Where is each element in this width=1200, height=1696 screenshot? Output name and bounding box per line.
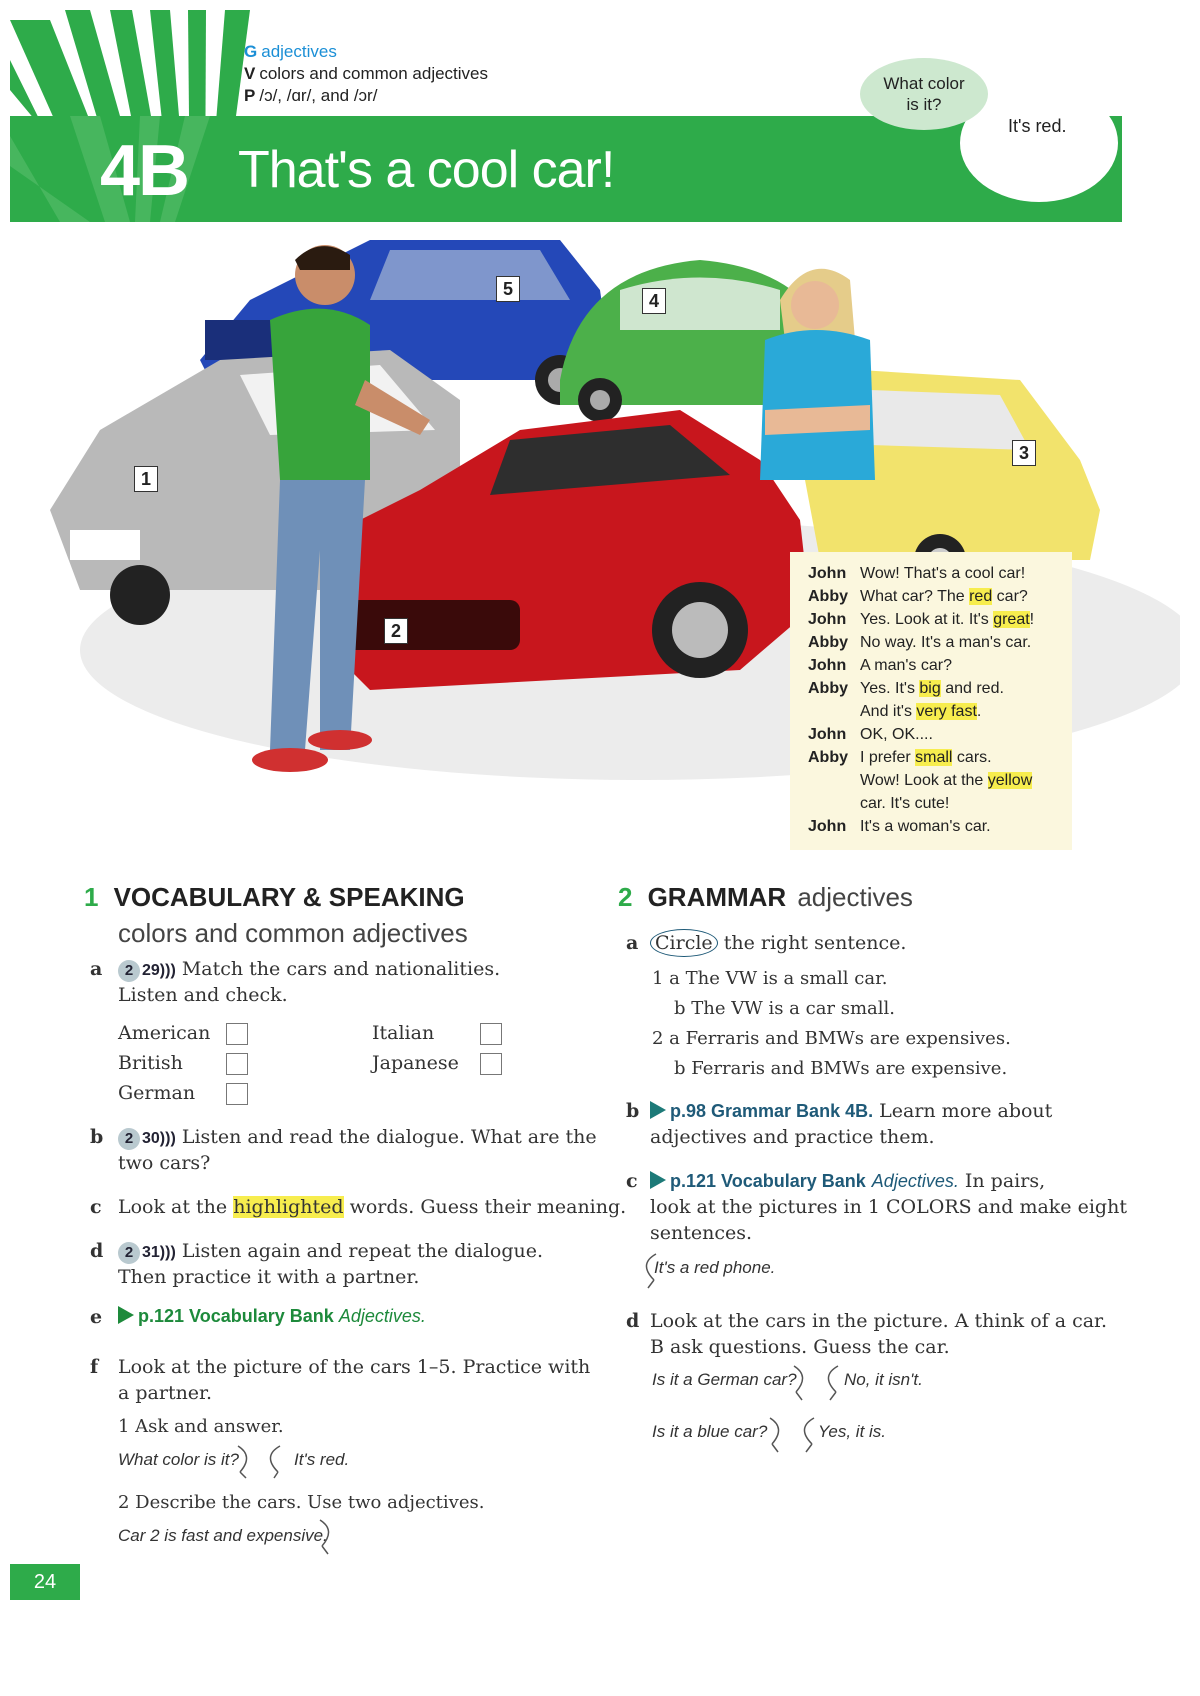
dialogue-fragment: I prefer xyxy=(860,749,916,766)
exercise-1c: Look at the highlighted words. Guess their meaning. xyxy=(118,1196,627,1218)
nationality-german: German xyxy=(118,1082,196,1104)
dialogue-fragment: . xyxy=(976,703,982,720)
exercise-2a: Circle the right sentence. xyxy=(650,930,906,956)
track-number: 29 xyxy=(142,962,160,979)
dialogue-fragment: cars. xyxy=(952,749,992,766)
dialogue-line xyxy=(808,792,1072,815)
dialogue-fragment: It's a woman's car. xyxy=(860,818,991,835)
nationality-italian: Italian xyxy=(372,1022,435,1044)
example-question-2: Is it a blue car? xyxy=(652,1422,768,1441)
grammar-focus: G adjectives xyxy=(244,42,337,61)
nationality-american: American xyxy=(118,1022,211,1044)
dialogue-line xyxy=(808,631,1072,654)
dialogue-line xyxy=(808,769,1072,792)
speaker-name: John xyxy=(808,565,847,582)
nationality-british: British xyxy=(118,1052,183,1074)
dialogue-line xyxy=(808,562,1072,585)
example-question-1: Is it a German car? xyxy=(652,1370,797,1389)
speaker-name: John xyxy=(808,818,847,835)
example-description: Car 2 is fast and expensive. xyxy=(118,1526,328,1545)
speaker-name: Abby xyxy=(808,680,848,697)
highlighted-word: great xyxy=(993,611,1030,628)
dialogue-text xyxy=(860,815,991,838)
dialogue-text xyxy=(860,562,1025,585)
dialogue-line xyxy=(808,585,1072,608)
example-answer-2: Yes, it is. xyxy=(818,1422,887,1441)
dialogue-fragment: A man's car? xyxy=(860,657,952,674)
exercise-1f-sub1: 1 Ask and answer. xyxy=(118,1416,284,1437)
checkbox-british[interactable] xyxy=(226,1053,248,1075)
dialogue-line xyxy=(808,677,1072,700)
nationality-japanese: Japanese xyxy=(372,1052,459,1074)
item-letter: a xyxy=(626,932,639,954)
item-letter: b xyxy=(626,1100,640,1122)
speaker-name: John xyxy=(808,611,847,628)
car-number-3: 3 xyxy=(1012,440,1036,466)
dialogue-fragment: Wow! Look at the xyxy=(860,772,988,789)
dialogue-text xyxy=(860,654,952,677)
exercise-1f-sub2: 2 Describe the cars. Use two adjectives. xyxy=(118,1492,485,1513)
unit-number: 4B xyxy=(100,131,189,211)
example-answer-1: No, it isn't. xyxy=(844,1370,923,1389)
option-2a[interactable]: 2 a Ferraris and BMWs are expensives. xyxy=(652,1028,1011,1049)
item-letter: d xyxy=(626,1310,640,1332)
dialogue-fragment: and red. xyxy=(940,680,1004,697)
example-sentence: It's a red phone. xyxy=(654,1258,776,1277)
car-number-2: 2 xyxy=(384,618,408,644)
arrow-icon xyxy=(118,1306,134,1324)
speaker-name: John xyxy=(808,657,847,674)
speaker-name xyxy=(808,769,860,792)
exercise-2b: p.98 Grammar Bank 4B. Learn more about adjectives and practice them. xyxy=(650,1100,1053,1148)
audio-cd-icon[interactable]: 2 xyxy=(118,960,140,982)
example-answer: It's red. xyxy=(294,1450,350,1469)
question-speech-bubble: What color is it? xyxy=(860,58,988,130)
option-1a[interactable]: 1 a The VW is a small car. xyxy=(652,968,888,989)
speaker-name: Abby xyxy=(808,634,848,651)
option-2b[interactable]: b Ferraris and BMWs are expensive. xyxy=(674,1058,1008,1079)
checkbox-german[interactable] xyxy=(226,1083,248,1105)
dialogue-line xyxy=(808,608,1072,631)
dialogue-fragment: Wow! That's a cool car! xyxy=(860,565,1026,582)
item-letter: c xyxy=(90,1196,102,1218)
checkbox-italian[interactable] xyxy=(480,1023,502,1045)
option-1b[interactable]: b The VW is a car small. xyxy=(674,998,896,1019)
speech-marks xyxy=(318,1516,348,1558)
item-letter: f xyxy=(90,1356,99,1378)
dialogue-text xyxy=(860,608,1034,631)
dialogue-fragment: car. It's cute! xyxy=(860,795,950,812)
dialogue-text xyxy=(860,677,1004,700)
item-letter: a xyxy=(90,958,103,980)
exercise-1b: 2 30))) Listen and read the dialogue. What are the two cars? xyxy=(118,1126,597,1174)
section-1-heading: 1 VOCABULARY & SPEAKING xyxy=(84,882,465,912)
item-letter: d xyxy=(90,1240,104,1262)
dialogue-text xyxy=(860,769,1032,792)
speaker-name: Abby xyxy=(808,588,848,605)
dialogue-text xyxy=(860,746,992,769)
vocabulary-focus: V colors and common adjectives xyxy=(244,64,489,83)
highlighted-word: yellow xyxy=(987,772,1033,789)
dialogue-text xyxy=(860,792,949,815)
page-number: 24 xyxy=(10,1564,80,1600)
checkbox-japanese[interactable] xyxy=(480,1053,502,1075)
speaker-name xyxy=(808,792,860,815)
highlighted-word: very fast xyxy=(916,703,977,720)
speaker-name: Abby xyxy=(808,749,848,766)
grammar-bank-link[interactable]: p.98 Grammar Bank 4B. xyxy=(670,1101,874,1121)
answer-speech-bubble: It's red. xyxy=(960,84,1118,202)
section-1-subtitle: colors and common adjectives xyxy=(118,918,468,948)
example-question: What color is it? xyxy=(118,1450,239,1469)
unit-title: That's a cool car! xyxy=(238,141,615,199)
arrow-icon xyxy=(650,1171,666,1189)
exercise-2c: p.121 Vocabulary Bank Adjectives. In pairs, look at the pictures in 1 COLORS and make eight sentences. xyxy=(650,1170,1127,1244)
car-number-1: 1 xyxy=(134,466,158,492)
dialogue-fragment: What car? The xyxy=(860,588,970,605)
highlighted-word: big xyxy=(919,680,941,697)
exercise-1a: 2 29))) Match the cars and nationalities. Listen and check. xyxy=(118,958,501,1006)
arrow-icon xyxy=(650,1101,666,1119)
dialogue-box xyxy=(790,552,1072,850)
dialogue-fragment: ! xyxy=(1029,611,1035,628)
car-number-4: 4 xyxy=(642,288,666,314)
dialogue-fragment: OK, OK.... xyxy=(860,726,933,743)
dialogue-text xyxy=(860,585,1028,608)
dialogue-fragment: No way. It's a man's car. xyxy=(860,634,1032,651)
audio-cd-icon[interactable]: 2 xyxy=(118,1128,140,1150)
dialogue-line xyxy=(808,815,1072,838)
audio-cd-icon[interactable]: 2 xyxy=(118,1242,140,1264)
dialogue-text xyxy=(860,700,981,723)
exercise-1d: 2 31))) Listen again and repeat the dialogue. Then practice it with a partner. xyxy=(118,1240,544,1288)
car-number-5: 5 xyxy=(496,276,520,302)
vocabulary-bank-link[interactable]: p.121 Vocabulary Bank xyxy=(670,1171,866,1191)
dialogue-fragment: Yes. It's xyxy=(860,680,920,697)
checkbox-american[interactable] xyxy=(226,1023,248,1045)
highlighted-word: red xyxy=(969,588,993,605)
highlighted-word: small xyxy=(915,749,953,766)
dialogue-line xyxy=(808,746,1072,769)
dialogue-text xyxy=(860,631,1031,654)
dialogue-line xyxy=(808,700,1072,723)
speaker-name xyxy=(808,700,860,723)
exercise-2d: Look at the cars in the picture. A think of a car. B ask questions. Guess the car. xyxy=(650,1310,1108,1358)
item-letter: e xyxy=(90,1306,103,1328)
dialogue-line xyxy=(808,654,1072,677)
dialogue-line xyxy=(808,723,1072,746)
item-letter: c xyxy=(626,1170,638,1192)
item-letter: b xyxy=(90,1126,104,1148)
speaker-name: John xyxy=(808,726,847,743)
vocabulary-bank-link[interactable]: p.121 Vocabulary Bank Adjectives. xyxy=(118,1306,426,1327)
dialogue-fragment: Yes. Look at it. It's xyxy=(860,611,994,628)
pronunciation-focus: P /ɔ/, /ɑr/, and /ɔr/ xyxy=(244,86,378,105)
exercise-1f: Look at the picture of the cars 1–5. Practice with a partner. xyxy=(118,1356,591,1404)
dialogue-fragment: And it's xyxy=(860,703,917,720)
dialogue-text xyxy=(860,723,933,746)
section-2-heading: 2 GRAMMAR adjectives xyxy=(618,882,913,912)
dialogue-fragment: car? xyxy=(992,588,1028,605)
